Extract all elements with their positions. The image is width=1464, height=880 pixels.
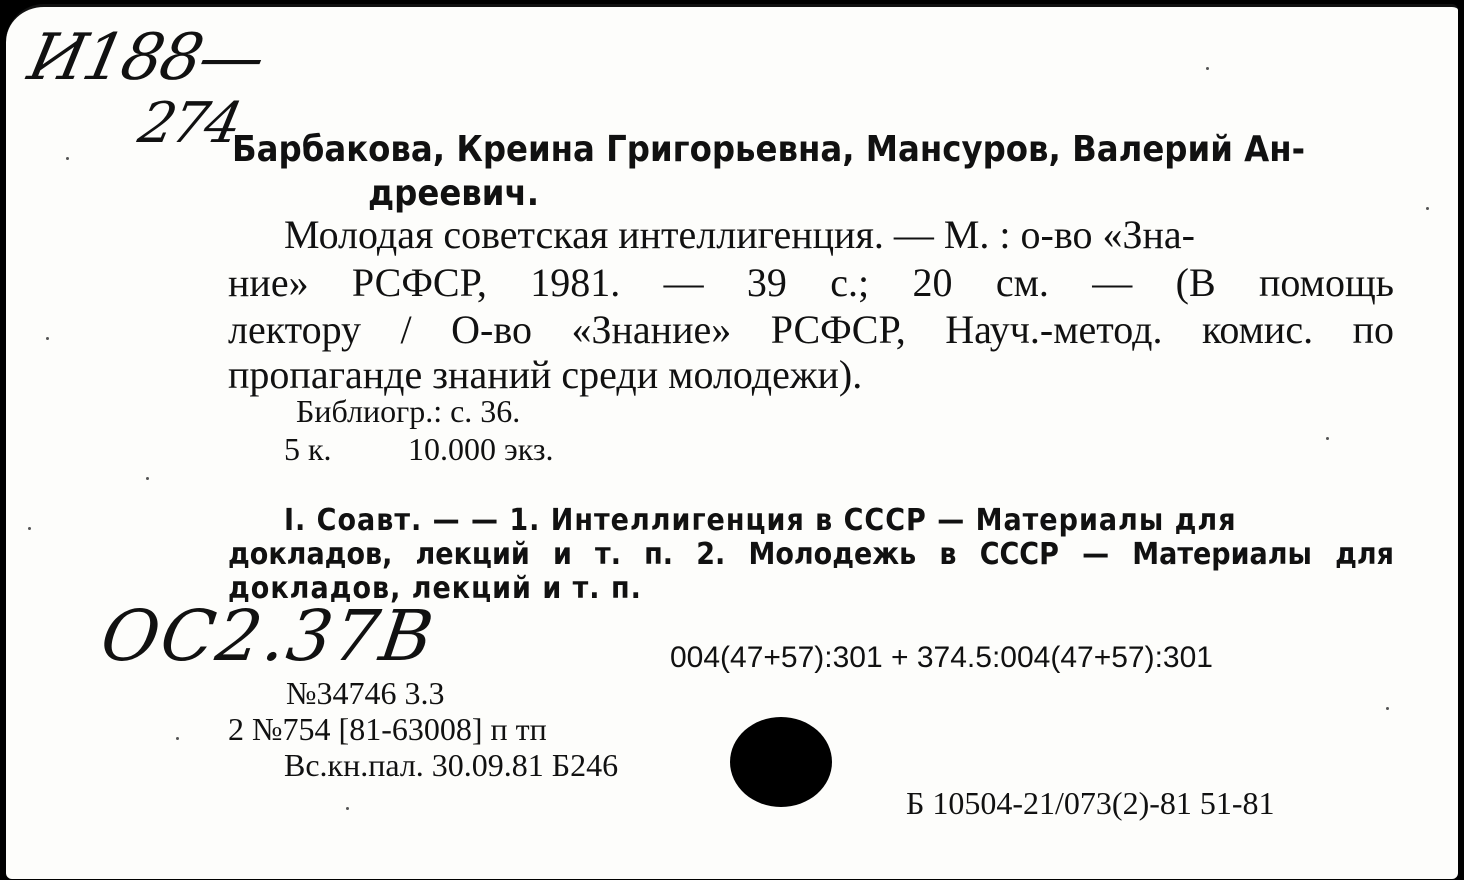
description-line2: ние» РСФСР, 1981. — 39 с.; 20 см. — (В помощь	[228, 260, 1394, 305]
order-line: 2 №754 [81-63008] п тп	[228, 711, 547, 747]
speck	[146, 477, 149, 480]
subject-line2: докладов, лекций и т. п. 2. Молодежь в СССР — Материалы для	[228, 537, 1394, 572]
description-line3: лектору / О-во «Знание» РСФСР, Науч.-метод. комис. по	[228, 307, 1394, 352]
print-run: 10.000 экз.	[408, 431, 554, 467]
book-chamber-line: Вс.кн.пал. 30.09.81 Б246	[284, 747, 619, 783]
publication-code: Б 10504-21/073(2)-81 51-81	[906, 785, 1275, 821]
speck	[66, 157, 69, 160]
description-line4: пропаганде знаний среди молодежи).	[228, 352, 863, 397]
bibliography-note: Библиогр.: с. 36.	[296, 393, 521, 429]
speck	[1206, 67, 1209, 70]
speck	[28, 527, 31, 530]
subject-line1: I. Соавт. — — 1. Интеллигенция в СССР — Материалы для	[284, 503, 1237, 538]
speck	[346, 807, 349, 810]
authors-heading-line1: Барбакова, Креина Григорьевна, Мансуров, Валерий Ан-	[232, 129, 1306, 170]
speck	[46, 337, 49, 340]
handwritten-shelfmark: ОС2.37В	[96, 595, 441, 677]
speck	[176, 737, 179, 740]
authors-heading-line2: дреевич.	[368, 173, 540, 214]
punch-hole	[730, 717, 832, 807]
catalog-card	[6, 4, 1458, 879]
record-number: №34746 3.3	[286, 675, 445, 711]
price: 5 к.	[284, 431, 332, 467]
speck	[1426, 207, 1429, 210]
handwritten-call-number-sub: 274	[133, 91, 245, 156]
speck	[1326, 437, 1329, 440]
udc-classification: 004(47+57):301 + 374.5:004(47+57):301	[670, 641, 1213, 674]
handwritten-call-number: И188—	[22, 21, 270, 95]
subject-line3: докладов, лекций и т. п.	[228, 571, 642, 606]
speck	[1386, 707, 1389, 710]
description-line1: Молодая советская интеллигенция. — М. : о-во «Зна-	[284, 212, 1195, 257]
